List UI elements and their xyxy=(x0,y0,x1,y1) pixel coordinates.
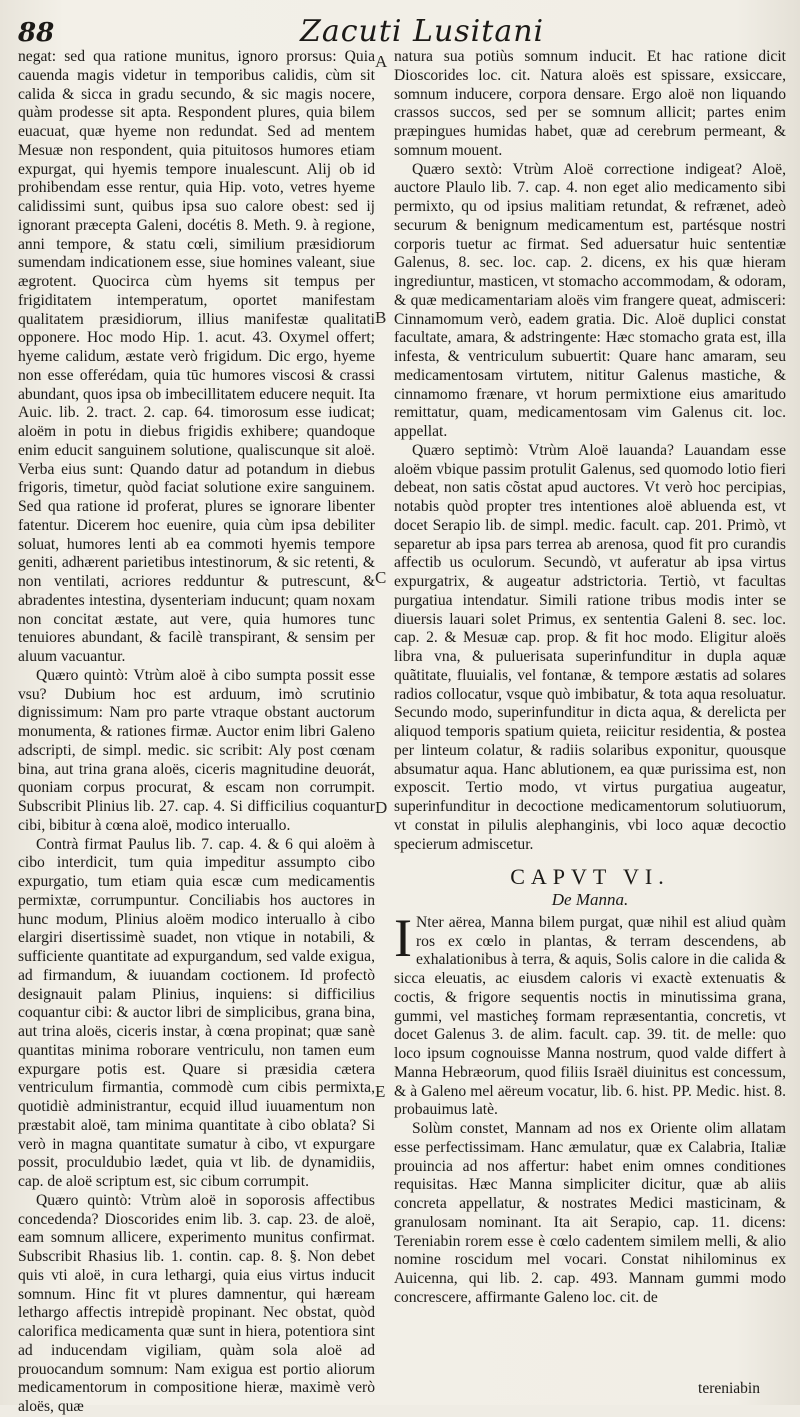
margin-letter-a: A xyxy=(375,52,388,71)
page-header xyxy=(0,0,800,52)
right-paragraph-1: natura sua potiùs somnum inducit. Et hac ratione dicit Dioscorides loc. cit. Natura aloës est spissare, exsiccare, somnum inducere, corpora densare. Ergo aloë non liquando crassos succos, sed per se somnum allicit; partes enim præpingues humidas habet, quæ ad cerebrum permeant, & somnum mouent. xyxy=(394,48,786,159)
chapter-paragraph-2: Solùm constet, Mannam ad nos ex Oriente olim allatam esse perfectissimam. Hanc æmulatur, quæ ex Calabria, Italiæ prouincia ad nos affertur: habet enim omnes conditiones requisitas. Hæc Manna simpliciter dicitur, quæ ab aliis concreta appellatur, & nostrates Medici masticinam, & granulosam nominant. Ita ait Serapio, cap. 11. dicens: Tereniabin rorem esse è cœlo cadentem similem melli, & alio nomine roscidum mel vocari. Constat nihilominus ex Auicenna, qui lib. 2. cap. 493. Mannam gummi modo concrescere, affirmante Galeno loc. cit. de xyxy=(394,1120,786,1306)
page-number: 88 xyxy=(18,18,55,48)
chapter-paragraph-1 xyxy=(394,907,786,1120)
left-paragraph-3: Contrà firmat Paulus lib. 7. cap. 4. & 6 qui aloëm à cibo interdicit, tum quia impeditur assumpto cibo expurgatio, tum etiam quia escæ cum medicamentis permixtæ, corrumpuntur. Conciliabis hos auctores in hunc modum, Plinius aloëm modico interuallo à cibo elargiri disertissimè suadet, non vtique in notabili, & sufficiente quantitate ad expurgandum, sed valde exigua, ad firmandum, & iuuandam coctionem. Id profectò designauit palam Plinius, inquiens: si difficilius coquantur cibi: & auctor libri de simplicibus, grana bina, aut trina aloës, ciceris instar, à cœna propinat; quæ sanè quantitas minima roborare ventriculu, non tamen eum expurgare potis est. Quare si præsidia cætera ventriculum firmantia, commodè cum cibis permixta, quotidiè administrantur, ecquid illud iuuamentum non præstabit aloë, tam minima quantitate à cibo oblata? Si verò in magna quantitate sumatur à cibo, vt expurgare possit, proculdubio lædet, quia vt lib. de dynamidiis, cap. de aloë scriptum est, sic cibum corrumpit. xyxy=(18,835,375,1190)
running-head: Zacuti Lusitani xyxy=(300,14,545,49)
left-column xyxy=(18,48,375,1415)
chapter-title: CAPVT VI. xyxy=(510,864,670,890)
left-paragraph-2: Quæro quintò: Vtrùm aloë à cibo sumpta possit esse vsu? Dubium hoc est arduum, imò scrutinio dignissimum: Nam pro parte vtraque obstant auctorum monumenta, & rationes firmæ. Auctor enim libri Galeno adscripti, de simpl. medic. sic scribit: Aly post cœnam bina, aut trina grana aloës, ciceris magnitudine deuorát, quoniam corpus procurat, & escam non corrumpit. Subscribit Plinius lib. 27. cap. 4. Si difficilius coquantur cibi, bibitur à cœna aloë, modico interuallo. xyxy=(18,666,375,834)
catchword: tereniabin xyxy=(698,1380,760,1397)
margin-letter-e: E xyxy=(375,1082,386,1101)
margin-letter-c: C xyxy=(375,568,387,587)
drop-cap: I xyxy=(394,907,412,968)
chapter-subtitle: De Manna. xyxy=(551,890,629,909)
left-paragraph-1: negat: sed qua ratione munitus, ignoro prorsus: Quia cauenda magis videtur in temporibus calidis, cùm sit calida & sicca in gradu secundo, & sic magis nocere, quàm prodesse sit apta. Respondent plures, quia bilem euacuat, quæ hyeme non redundat. Sed ad mentem Mesuæ non respondent, quia pituitosos humores etiam expurgat, qui hyemis tempore inualescunt. Alij ob id prohibendam esse rentur, quia Hip. voto, vetres hyeme calidissimi sunt, quibus ipsa suo calore obest: sed ij ignorant præcepta Galeni, docétis 8. Meth. 9. à regione, anni tempore, & statu cœli, similium præsidiorum sumendam indicationem esse, siue homines valeant, siue ægrotent. Quocirca cùm hyems sit tempus per frigiditatem intemperatum, oportet manifestam qualitatem præsidiorum, illius manifestæ qualitati opponere. Hoc modo Hip. 1. acut. 43. Oxymel offert; hyeme calidum, æstate verò frigidum. Dic ergo, hyeme non esse offerédam, quia tūc humores viscosi & crassi abundant, quos ipsa ob imbecillitatem educere nequit. Ita Auic. lib. 2. tract. 2. cap. 64. timorosum esse iudicat; aloëm in potu in diebus frigidis exhibere; quandoque enim educit sanguinem solutione, qualiscunque sit aloë. Verba eius sunt: Quando datur ad potandum in diebus frigoris, timetur, quòd faciat solutione exire sanguinem. Sed qua ratione id proferat, plures se ignorare libenter fatentur. Dicerem hoc euenire, quia cùm ipsa debiliter soluat, humores lenti ab ea commoti hyemis tempore geniti, adhærent parietibus intestinorum, & sic retenti, & non ventilati, acriores redduntur & putrescunt, & abradentes intestina, dysenteriam inducunt; quam noxam non concitat æstate, aut vere, quia humores tunc tenuiores abundant, & facilè transpirant, & sensim per aluum vacuantur. xyxy=(18,48,375,665)
left-paragraph-4: Quæro quintò: Vtrùm aloë in soporosis affectibus concedenda? Dioscorides enim lib. 3. cap. 23. de aloë, eam somnum allicere, experimento munitus confirmat. Subscribit Rhasius lib. 1. contin. cap. 8. §. Non debet quis vti aloë, in cura lethargi, quia eius virtus inducit somnum. Hinc fit vt plures damnentur, qui hæream lethargo affectis intrepidè propinant. Nec obstat, quòd calorifica medicamenta quæ sunt in hiera, potentiora sint ad inducendam vigiliam, quàm sola aloë ad prouocandum somnum: Nam exigua est portio aliorum medicamentorum in compositione hieræ, maximè verò aloës, quæ xyxy=(18,1191,375,1415)
margin-letter-d: D xyxy=(375,798,388,817)
margin-letter-b: B xyxy=(375,308,387,327)
chapter-paragraph-1-text: Nter aërea, Manna bilem purgat, quæ nihil est aliud quàm ros ex cœlo in plantas, & terram descendens, ab exhalationibus à terra, & aquis, Solis calore in die calida & sicca eleuatis, ac eiusdem caloris vi exactè extenuatis & coctis, & frigore sequentis noctis in minutissima grana, gummi, vel masticheş formam repræsentantia, concretis, vt docet Galenus 3. de alim. facult. cap. 39. tit. de melle: quo loco ipsum cognouisse Manna nostrum, quod valde differt à Manna Hebræorum, quod filiis Israël diuinitus est concessum, & à Galeno mel aëreum vocatur, lib. 6. hist. PP. Medic. hist. 8. probauimus latè. xyxy=(394,913,786,1119)
right-paragraph-2: Quæro sextò: Vtrùm Aloë correctione indigeat? Aloë, auctore Plaulo lib. 7. cap. 4. non eget alio medicamento sibi permixto, qu od ipsius malitiam retundat, & refrænet, adeò securum & benignum medicamentum est, partésque nostri corporis tuetur ac firmat. Sed aduersatur huic sententiæ Galenus, 8. sec. loc. cap. 2. dicens, ex his quæ hieram ingrediuntur, masticen, vt stomacho accommodam, & odoram, & quæ medicamentariam aloës vim frangere queat, admisceri: Cinnamomum verò, eadem gratia. Dic. Aloë duplici constat facultate, amara, & adstringente: Hæc stomacho grata est, illa infesta, & ventriculum subuertit: Quare hanc amaram, seu medicamentosam virtutem, nititur Galenus mastiche, & cinnamomo frænare, vt horum permixtione eius amaritudo remittatur, quam, medicamentosam vim Galenus cit. loc. appellat. xyxy=(394,160,786,440)
right-column xyxy=(394,48,786,1400)
right-paragraph-3: Quæro septimò: Vtrùm Aloë lauanda? Lauandam esse aloëm vbique passim protulit Galenus, sed quomodo lotio fieri debeat, non satis cõstat apud auctores. Vt verò hoc percipias, notabis quòd propter tres intentiones aloë abluenda est, vt docet Serapio lib. de simpl. medic. facult. cap. 201. Primò, vt separetur ab ipsa pars terrea ab arenosa, quod fit pro curandis affectib us oculorum. Secundò, vt auferatur ab ipsa virtus expurgatrix, & augeatur adstrictoria. Tertiò, vt facultas purgatiua intendatur. Simili ratione tribus modis inter se diuersis lauari solet Primus, ex sententia Galeni 8. sec. loc. cap. 2. & Mesuæ cap. prop. & fit hoc modo. Eligitur aloës libra vna, & puluerisata superinfunditur in dupla aquæ quãtitate, fluuialis, vel fontanæ, & tempore æstatis ad solares radios collocatur, vsque quò imbibatur, & tota aqua resoluatur. Secundo modo, superinfunditur in dicta aqua, & derelicta per aliquod temporis spatium quieta, reiicitur residentia, & postea per linteum colatur, & radiis solaribus exponitur, quousque absumatur aqua. Hanc ablutionem, ea quæ purissima est, non exposcit. Tertio modo, vt virtus purgatiua augeatur, superinfunditur in decoctione medicamentorum solutiuorum, vt constat in pilulis alephanginis, vbi loco aquæ decoctio specierum admiscetur. xyxy=(394,441,786,853)
